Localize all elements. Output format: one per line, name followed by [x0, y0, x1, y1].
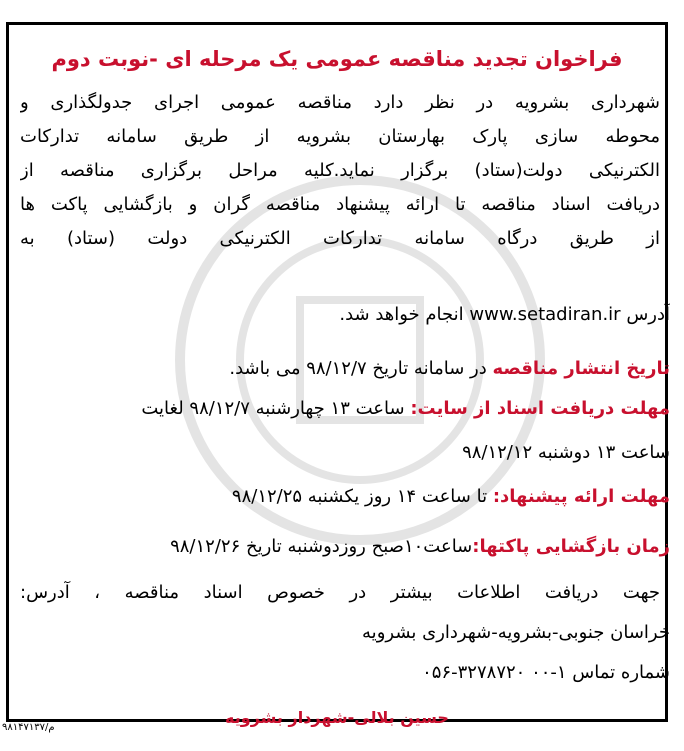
offer-deadline-text: تا ساعت ۱۴ روز یکشنبه ۹۸/۱۲/۲۵	[231, 486, 493, 507]
body-line-1: شهرداری بشرویه در نظر دارد مناقصه عمومی اجرای جدولگذاری و	[20, 92, 660, 113]
address-line	[20, 298, 670, 332]
doc-deadline-line	[20, 392, 670, 426]
doc-deadline-label: مهلت دریافت اسناد از سایت:	[410, 398, 670, 419]
opening-label: زمان بازگشایی پاکتها:	[472, 536, 670, 557]
opening-line	[20, 530, 670, 564]
address-suffix: انجام خواهد شد.	[339, 304, 464, 325]
doc-deadline-text: ساعت ۱۳ چهارشنبه ۹۸/۱۲/۷ لغایت	[141, 398, 411, 419]
body-line-2: محوطه سازی پارک بهارستان بشرویه از طریق سامانه تدارکات	[20, 126, 660, 147]
body-line-5: از طریق درگاه سامانه تدارکات الکترنیکی دولت (ستاد) به	[20, 228, 660, 249]
publish-line	[20, 352, 670, 386]
signature: حسین بلالی-شهردار بشرویه	[225, 708, 449, 727]
phone-line: شماره تماس ۱-۰۰ ۳۲۷۸۷۲۰-۰۵۶	[422, 662, 670, 683]
opening-text: ساعت۱۰صبح روزدوشنبه تاریخ ۹۸/۱۲/۲۶	[170, 536, 473, 557]
body-line-4: دریافت اسناد مناقصه تا ارائه پیشنهاد مناقصه گران و بازگشایی پاکت ها	[20, 194, 660, 215]
notice-code: م/۹۸۱۴۷۱۳۷	[2, 722, 55, 733]
publish-label: تاریخ انتشار مناقصه	[492, 358, 670, 379]
website-link[interactable]: www.setadiran.ir	[469, 304, 621, 325]
publish-text: در سامانه تاریخ ۹۸/۱۲/۷ می باشد.	[229, 358, 493, 379]
offer-deadline-label: مهلت ارائه پیشنهاد:	[492, 486, 670, 507]
info-line-2: خراسان جنوبی-بشرویه-شهرداری بشرویه	[362, 622, 670, 643]
notice-title: فراخوان تجدید مناقصه عمومی یک مرحله ای -نوبت دوم	[51, 47, 623, 71]
body-line-3: الکترنیکی دولت(ستاد) برگزار نماید.کلیه مراحل برگزاری مناقصه از	[20, 160, 660, 181]
address-prefix: آدرس	[626, 304, 670, 325]
info-line-1: جهت دریافت اطلاعات بیشتر در خصوص اسناد مناقصه ، آدرس:	[20, 582, 660, 603]
doc-deadline-line-2: ساعت ۱۳ دوشنبه ۹۸/۱۲/۱۲	[462, 442, 670, 463]
offer-deadline-line	[20, 480, 670, 514]
